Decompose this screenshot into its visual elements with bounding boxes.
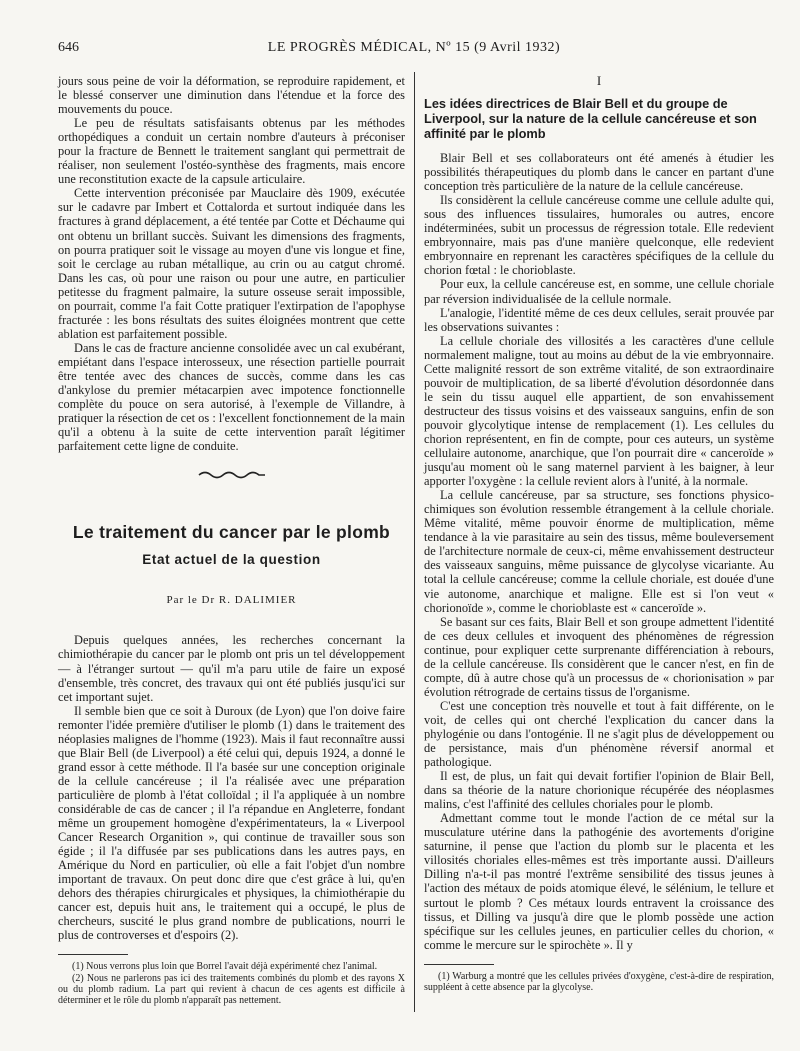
paragraph: Se basant sur ces faits, Blair Bell et son groupe admettent l'identité de ces deux cellules et invoquent des phénomènes de régression continue, pour expliquer cette surprenante différenciation à rebours, de la cellule cancéreuse. Ils considèrent que le cancer n'est, en fin de compte, dû à autre chose qu'à un processus de « chorionisation » par évolution rétrograde de certains tissus de l'organisme. bbox=[424, 614, 774, 699]
footnote-rule bbox=[58, 954, 128, 955]
footnote-rule bbox=[424, 964, 494, 965]
paragraph: Cette intervention préconisée par Mauclaire dès 1909, exécutée sur le cadavre par Imbert et Cottalorda et surtout indiquée dans les fractures à grand déplacement, a été tentée par Cotte et Déchaume qui ont obtenu un brillant succès. Suivant les dimensions des fragments, on pourra pratiquer soit le vissage au moyen d'une vis longue et fine, soit le cerclage au ruban métallique, au crin ou au catgut chromé. Dans les cas, où pour une raison ou pour une autre, en particulier petitesse du fragment palmaire, la suture osseuse serait impossible, on pourrait, comme l'a fait Cotte pratiquer l'extirpation de l'apophyse fracturée : les bons résultats des suites éloignées montrent que cette ablation est parfaitement possible. bbox=[58, 186, 405, 341]
paragraph: Il est, de plus, un fait qui devait fortifier l'opinion de Blair Bell, dans sa théorie de la nature chorionique récupérée des néoplasmes malins, c'est l'affinité des cellules choriales pour le plomb. bbox=[424, 769, 774, 812]
section-title: Les idées directrices de Blair Bell et du groupe de Liverpool, sur la nature de la cellule cancéreuse et son affinité par le plomb bbox=[424, 96, 757, 142]
section-ornament bbox=[58, 469, 405, 481]
paragraph: jours sous peine de voir la déformation, se reproduire rapidement, et le blessé conserver une diminution dans l'étendue et la force des mouvements du pouce. bbox=[58, 74, 405, 117]
paragraph: Il semble bien que ce soit à Duroux (de Lyon) que l'on doive faire remonter l'idée première d'utiliser le plomb (1) dans le traitement des néoplasies malignes de l'homme (1923). Mais il faut reconnaître aussi que Blair Bell (de Liverpool) a été celui qui, depuis 1924, a donné le grand essor à cette méthode. Il l'a basée sur une conception originale de la cellule cancéreuse ; il l'a réalisée avec une préparation particulière de plomb à l'état colloïdal ; il l'a appliquée à un nombre considérable de cas de cancer ; il l'a répandue en Angleterre, fondant même un groupement homogène d'expérimentateurs, la « Liverpool Cancer Research Organition », qui continue de travailler sous son égide ; il l'a diffusée par ses publications dans les autres pays, en Amérique du Nord en particulier, où elle a fait l'objet d'un nombre important de travaux. On peut donc dire que c'est grâce à lui, qu'en dehors des thérapies chirurgicales et physiques, la chimiothérapie du cancer est, depuis huit ans, le traitement qui a occupé, le plus de chercheurs, suscité le plus grand nombre de publications, nourri le plus de controverses et d'espoirs (2). bbox=[58, 703, 405, 943]
article-title: Le traitement du cancer par le plomb bbox=[72, 522, 391, 543]
article-author: Par le Dr R. DALIMIER bbox=[166, 594, 297, 607]
footnote: (2) Nous ne parlerons pas ici des traitements combinés du plomb et des rayons X ou du plomb radium. La part qui revient à chacun de ces agents est difficile à déterminer et le rôle du plomb n'apparaît pas nettement. bbox=[58, 972, 405, 1007]
paragraph: L'analogie, l'identité même de ces deux cellules, serait prouvée par les observations suivantes : bbox=[424, 305, 774, 334]
paragraph: Blair Bell et ses collaborateurs ont été amenés à étudier les possibilités thérapeutiques du plomb dans le cancer en partant d'une conception très particulière de la nature de la cellule cancéreuse. bbox=[424, 151, 774, 194]
page-number: 646 bbox=[58, 40, 79, 55]
paragraph: C'est une conception très nouvelle et tout à fait différente, on le voit, de celles qui ont cherché l'explication du cancer dans la phylogénie ou dans l'ontogénie. Il ne s'agit plus de développement ou de persistance, mais d'un phénomène réversif anormal et pathologique. bbox=[424, 698, 774, 770]
footnote: (1) Warburg a montré que les cellules privées d'oxygène, c'est-à-dire de respiration, suppléent à cette absence par la glycolyse. bbox=[424, 970, 774, 993]
paragraph: Dans le cas de fracture ancienne consolidée avec un cal exubérant, empiétant dans l'espace interosseux, une résection partielle pourrait être tentée avec des chances de succès, comme dans les cas d'ankylose du premier métacarpien avec impotence fonctionnelle complète du pouce on sera autorisé, à l'exemple de Villandre, à pratiquer la résection de cet os : l'excellent fonctionnement de la main qu'il a obtenu à la suite de cette intervention paraît légitimer parfaitement cette ligne de conduite. bbox=[58, 340, 405, 454]
left-column bbox=[58, 74, 405, 1006]
paragraph: Pour eux, la cellule cancéreuse est, en somme, une cellule choriale par réversion individualisée de la cellule normale. bbox=[424, 277, 774, 306]
paragraph: Depuis quelques années, les recherches concernant la chimiothérapie du cancer par le plomb ont pris un tel développement — à l'étranger surtout — qu'il m'a paru utile de faire un exposé d'ensemble, très concret, des travaux qui ont été publiés jusqu'ici sur cet important sujet. bbox=[58, 633, 405, 704]
running-title: LE PROGRÈS MÉDICAL, Nº 15 (9 Avril 1932) bbox=[267, 40, 561, 55]
paragraph: La cellule cancéreuse, par sa structure, ses fonctions physico-chimiques son évolution ressemble étrangement à la cellule choriale. Même vitalité, même pouvoir énorme de multiplication, même tendance à la vie parasitaire au sein des tissus, même bouleversement de l'architecture normale de ceux-ci, même envahissement destructeur des vaisseaux sanguins, même puissance de glycolyse vicariante. Au total la cellule cancéreuse; comme la cellule choriale, est douée d'une vie autonome, anarchique et maligne. Elle est si l'on veut « chorionoïde », comme le chorioblaste est « canceroïde ». bbox=[424, 488, 774, 615]
column-divider bbox=[414, 72, 415, 1012]
paragraph: La cellule choriale des villosités a les caractères d'une cellule normalement maligne, tout au moins au début de la vie embryonnaire. Cette malignité ressort de son extrême vitalité, de son extraordinaire pouvoir de multiplication, de sa liberté d'évolution désordonnée dans le sein du tissu auquel elle appartient, de son envahissement destructeur des tissus voisins et des vaisseaux sanguins, enfin de son pouvoir glycolytique intense de remplacement (1). Les cellules du chorion représentent, en fin de compte, pour ces auteurs, un système cellulaire autonome, anarchique, que l'on pourrait dire « canceroïde » jusqu'au moment où le sang maternel parvient à les baigner, à leur apporter l'oxygène : la cellule revient alors à l'unité, à la normale. bbox=[424, 333, 774, 489]
paragraph: Admettant comme tout le monde l'action de ce métal sur la musculature utérine dans la pathogénie des avortements d'origine saturnine, il pense que l'action du plomb sur le placenta et les villosités choriales elles-mêmes est très importante aussi. D'ailleurs Dilling n'a-t-il pas montré l'extrême sensibilité des tissus jeunes à l'action des métaux de poids atomique élevé, le sélénium, le tellure et surtout le plomb ? Ces métaux lourds entravent la croissance des tissus, et Dilling va jusqu'à dire que le plomb possède une action spécifique sur les cellules jeunes, en particulier celles du chorion, « comme le mercure sur le spirochète ». Il y bbox=[424, 811, 774, 952]
article-subtitle: Etat actuel de la question bbox=[142, 552, 321, 568]
running-header bbox=[58, 40, 770, 62]
right-column bbox=[424, 74, 774, 993]
paragraph: Le peu de résultats satisfaisants obtenus par les méthodes orthopédiques a conduit un certain nombre d'auteurs à préconiser pour la fracture de Bennett le traitement sanglant qui permettrait de réaliser, non seulement l'ostéo-synthèse des fragments, mais encore une reconstitution exacte de la capsule articulaire. bbox=[58, 116, 405, 187]
section-number: I bbox=[596, 73, 602, 88]
paragraph: Ils considèrent la cellule cancéreuse comme une cellule adulte qui, sous des influences tissulaires, humorales ou autres, encore indéterminées, subit un processus de régression totale. Elle redevient embryonnaire, mais pas d'une manière quelconque, elle redevient embryonnaire en reprenant les caractères spécifiques de la cellule du chorion fœtal : le chorioblaste. bbox=[424, 193, 774, 278]
footnote: (1) Nous verrons plus loin que Borrel l'avait déjà expérimenté chez l'animal. bbox=[72, 961, 378, 973]
